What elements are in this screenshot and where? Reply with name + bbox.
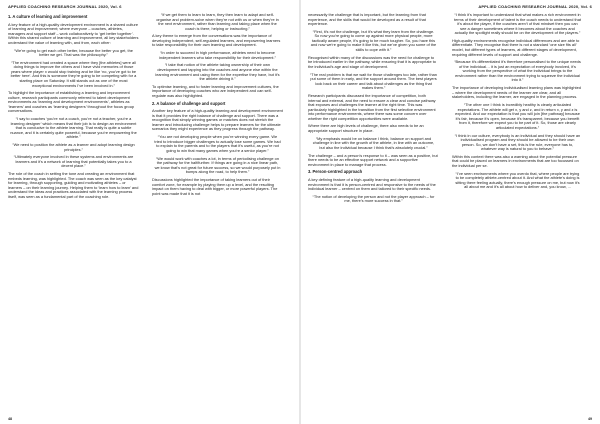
page-number: 48 (8, 417, 12, 421)
running-header: APPLIED COACHING RESEARCH JOURNAL 2020, Vol. 6 (478, 4, 592, 9)
participant-quote: “I say to coaches ‘you’re not a coach, you’re not a teacher, you’re a learning designer’ which means that their job is to design an environment that is conducive to the athlete learning. That really is quite a subtle nuance, and it is certainly quite powerful, because you’re empowering the athlete.” (10, 116, 137, 140)
participant-quote: “If we get them to learn to learn, they then learn to adapt and self-organise and problem-solve when they’re not with us or when they’re in the next environment, rather than learning and taking place when the coach is there, helping or instructing.” (156, 12, 279, 31)
participant-quote: “First, it’s not the challenge, but it’s what they learn from the challenge. So now you’re going to come up against more physical people, more tactically aware people, it’s going to be much tougher. So, you have this and now we’re going to make it like this, but we’ve given you some of the skills to cope with it.” (310, 28, 437, 53)
participant-quote: “The notion of developing the person and not the player approach – for me, there’s more success in that.” (312, 193, 435, 204)
participant-quote: “We would work with coaches a lot, in terms of periodising challenge on the pathway for the half/further. If things are going in a nice linear path, we know that’s not great for future success, so we would purposely put in bumps along the road, to help them.” (154, 155, 281, 175)
body-paragraph: Recognised within many of the discussions was the need for challenge to be introduced earlier in the pathway, while ensuring that it is appropriate to the individual’s age and stage of development. (308, 54, 436, 69)
right-page (300, 0, 600, 424)
left-page-column-1 (8, 13, 139, 203)
participant-quote: “You are not developing people when you’re winning every game. We tried to introduce bigger challenges to actually lose some games. We had to explain to the parents and to the players that it’s useful, as you’re not going to win that many games when you’re a senior player.” (154, 134, 281, 153)
body-paragraph: Discussions highlighted the importance of taking learners out of their comfort zone, for example by playing them up a level, and the resulting impact on them having to deal with bigger, or more powerful players. The point was made that it is not (152, 176, 278, 196)
right-page-column-2 (452, 13, 583, 193)
body-paragraph: A key feature of a high-quality development environment is a shared culture of learning and improvement; where everyone – coaches, athletes, managers and support staff – work collaboratively to ‘get better together’. Within this shared culture of learning and improvement, all key stakeholders understand the value of learning with, and from, each other: (8, 21, 139, 45)
participant-quote: “Because it’s differentiated it’s therefore personalised to the unique needs of the individual… it is just an expectation of everybody involved, it’s working from the perspective of what the individual brings to the environment rather than the environment trying to squeeze the individual into it.” (454, 59, 581, 83)
body-paragraph: The importance of developing individualised learning plans was highlighted – where the development needs of the learner are clear, and all stakeholders, including the learner, are engaged in the planning process. (452, 85, 581, 100)
participant-quote: “The environment had created a space where they [the athletes] were all doing things to improve the others and I have vivid memories of those years where player x would stop training and be like ‘no, you’ve got to be better here’. And this is someone they’re going to be competing with for a starting place on Saturday. It still stands out as one of the most exceptional environments I’ve been involved in.” (10, 59, 137, 88)
section-heading: 2. A balance of challenge and support (152, 100, 226, 106)
body-paragraph: A key defining feature of a high-quality learning and development environment is that it is person-centred and responsive to the needs of the individual learner – centred on them and tailored to their specific needs. (308, 176, 436, 192)
page-number: 49 (588, 417, 592, 421)
left-page-column-2 (152, 13, 283, 199)
participant-quote: “The real problem is that we wait for those challenges too late, rather than put some of them in early, and the support around them. The best players look back on their career and talk about challenges as the thing that makes them.” (310, 71, 437, 91)
body-paragraph: Within this context there was also a warning about the potential pressure that could be placed on learners in environments that are too focussed on the individual per se. (452, 153, 579, 168)
participant-quote: “I’ve seen environments where you overdo that, where people are trying to be completely athlete-centred about it. And what the athlete’s doing is sitting there feeling actually, there’s enough pressure on me, but now it’s all about me and it’s all about how to deliver and, you know, ... (455, 170, 580, 190)
participant-quote: “My emphasis would be on balance I think, balance on support and challenge in line with the growth of the athlete, in line with an outcome, but also the individual because I think that’s absolutely crucial.” (312, 135, 435, 150)
participant-quote: “We’re going to get each other better, because the better you get, the better we get. That was the philosophy.” (14, 47, 133, 58)
body-paragraph: Where there are high levels of challenge, there also needs to be an appropriate support structure in place. (308, 123, 424, 133)
participant-quote: “Ultimately everyone involved in these systems and environments are learners and it’s a network of learning that potentially takes you to a decent place.” (13, 154, 134, 169)
body-paragraph: necessarily the challenge that is important, but the learning from that experience, and the skills that would be developed as a result of that experience. (308, 12, 426, 27)
body-paragraph: High-quality environments recognise individual differences and are able to differentiate. They recognise that there is not a standard ‘one size fits all’ model, but different types of learners, at different stages of development, requiring different levels of support and challenge. (452, 37, 580, 57)
body-paragraph: The role of the coach in setting the tone and creating an environment that embeds learning, was highlighted. The coach was seen as the key catalyst for learning, through supporting, guiding and motivating athletes – or learners – on their learning journey. Helping them to ‘learn how to learn’ and understand the ideas and practices associated with the learning process itself, was seen as a fundamental part of the coaching role. (8, 171, 139, 199)
body-paragraph: Research participants discussed the importance of competition, both internal and external, and the need to ensure a clear and concise pathway that exposes and challenges the learner at the right time. This was particularly highlighted in the transition from the first selective environment into performance environments, where there was some concern over whether the right competition opportunities were available. (308, 92, 436, 121)
body-paragraph: To highlight the importance of establishing a learning and improvement culture, research participants commonly referred to talent development environments as ‘learning and development environments’, athletes as ‘learners’ and coaches as ‘learning designers’ throughout the focus group conversations. (8, 90, 135, 114)
right-page-column-1 (308, 13, 439, 207)
participant-quote: “I think it’s important to understand that what makes a rich environment in terms of their development of talent is the coach needs to understand that it’s about the player, if the coaches aren’t of that mindset then you can see a danger sometimes where it becomes about the coaches and actually the spotlight really should be on the development of the players.” (454, 12, 581, 36)
body-paragraph: A key theme to emerge from the conversations was the importance of developing independent, self-regulated learners, and empowering learners to take responsibility for their own learning and development. (152, 33, 281, 48)
body-paragraph: Another key feature of a high-quality learning and development environment is that it provides the right balance of challenge and support. There was a recognition that simply winning games or matches does not stretch the learner and introducing challenge helps to prepare learners for the ultimate scenarios they might experience as they progress through the pathway. (152, 108, 283, 132)
section-heading: 3. Person-centred approach (308, 169, 363, 175)
participant-quote: “In order to succeed in high performance, athletes need to become independent learners who take responsibility for their development.” (159, 50, 276, 60)
running-header: APPLIED COACHING RESEARCH JOURNAL 2020, Vol. 6 (8, 4, 122, 9)
participant-quote: “The other one I think is incredibly healthy is clearly articulated expectations. The athlete will get x, y and z, and in return x, y and z is expected. And our expectation is that you will join [the pathway] because it’s fair, because it’s open, because it’s transparent, because you benefit from it, therefore we expect you to be part of it. So, those are clearly articulated expectations.” (455, 102, 580, 130)
body-paragraph: To optimise learning, and to foster learning and improvement cultures, the importance of developing coaches who are independent and can self-regulate was also highlighted. (152, 83, 279, 98)
section-heading: 1. A culture of learning and improvement (8, 14, 88, 19)
participant-quote: “I think in our culture, everybody is an individual and they should have an individualised program and they should be allowed to be their own person. So, we don’t have a set, this is the rule, everyone has to, whatever way is natural to you to behave.” (454, 132, 581, 152)
body-paragraph: The challenge – and a person’s response to it – was seen as a positive, but there needs to be an effective support network and a supportive environment in place to manage that process. (308, 152, 438, 167)
participant-quote: “We need to position the athlete as a learner and adopt learning design principles.” (12, 142, 135, 152)
participant-quote: “I take that notion of the athlete taking ownership of their own development and tapping into the coaches and anyone else within the learning environment and using them for the expertise they have, but it’s the athlete driving it.” (155, 62, 280, 82)
